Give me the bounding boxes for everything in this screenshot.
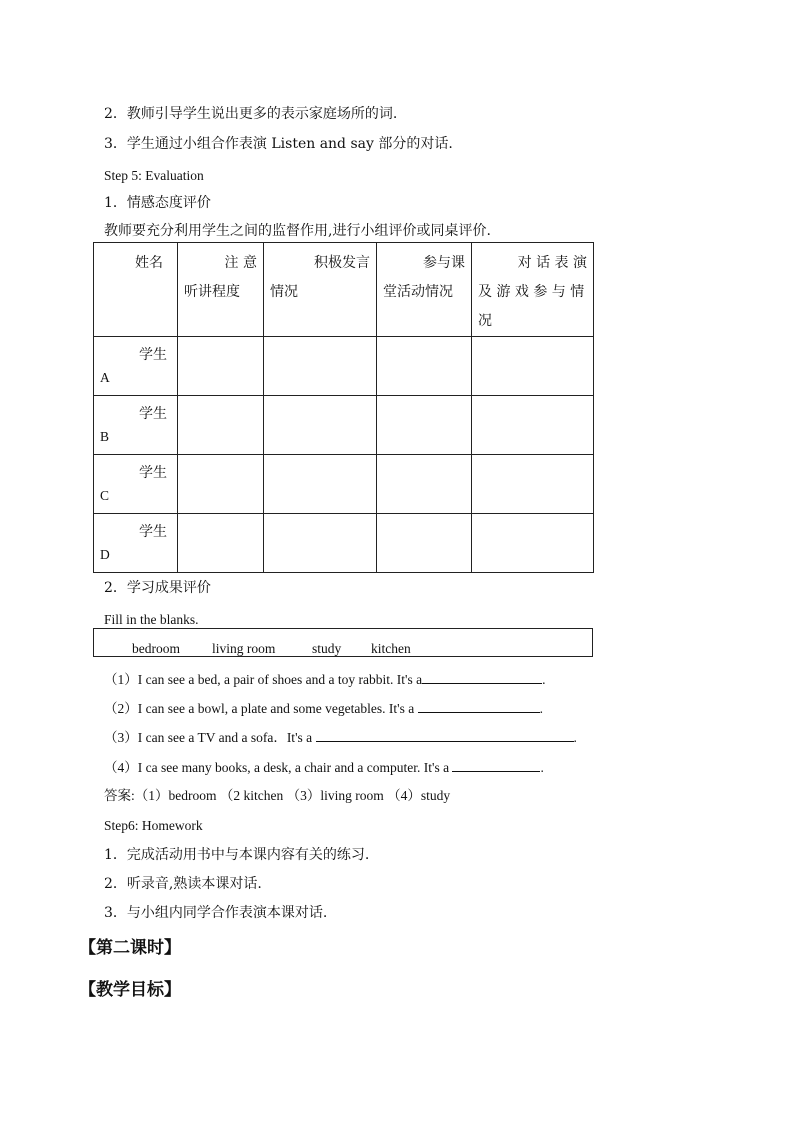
word-study: study <box>312 641 342 656</box>
score-cell <box>377 514 472 573</box>
score-cell <box>264 514 377 573</box>
score-cell <box>472 337 594 396</box>
table-row <box>94 514 594 573</box>
step6-title: Step6: Homework <box>104 818 203 833</box>
student-cell: 学生 B <box>94 396 178 455</box>
answer-blank <box>316 727 574 742</box>
answer-blank <box>418 698 540 713</box>
line-group-perform: 3．学生通过小组合作表演 Listen and say 部分的对话. <box>104 136 453 152</box>
header-attention: 注 意 听讲程度 <box>178 243 264 337</box>
score-cell <box>178 514 264 573</box>
word-bank-box <box>93 628 593 657</box>
heading-teaching-goals: 【教学目标】 <box>79 980 181 1000</box>
answer-blank <box>452 757 540 772</box>
heading-second-lesson: 【第二课时】 <box>79 938 181 958</box>
score-cell <box>472 455 594 514</box>
word-bedroom: bedroom <box>132 641 180 656</box>
line-supervision: 教师要充分利用学生之间的监督作用,进行小组评价或同桌评价. <box>104 223 491 239</box>
score-cell <box>264 455 377 514</box>
homework-item-1: 1．完成活动用书中与本课内容有关的练习. <box>104 847 370 863</box>
student-cell: 学生 A <box>94 337 178 396</box>
student-cell: 学生 D <box>94 514 178 573</box>
score-cell <box>377 396 472 455</box>
step5-title: Step 5: Evaluation <box>104 168 204 183</box>
question-1: （1）I can see a bed, a pair of shoes and a toy rabbit. It's a . <box>104 669 545 690</box>
header-performance: 对 话 表 演 及 游 戏 参 与 情 况 <box>472 243 594 337</box>
header-speaking: 积极发言 情况 <box>264 243 377 337</box>
fill-instruction: Fill in the blanks. <box>104 612 199 627</box>
header-name: 姓名 <box>94 243 178 337</box>
line-outcome-eval: 2．学习成果评价 <box>104 580 211 596</box>
evaluation-table <box>93 242 594 573</box>
table-row <box>94 455 594 514</box>
question-3: （3）I can see a TV and a sofa．It's a . <box>104 727 577 748</box>
score-cell <box>178 396 264 455</box>
score-cell <box>472 514 594 573</box>
table-row <box>94 337 594 396</box>
score-cell <box>264 337 377 396</box>
table-row <box>94 396 594 455</box>
score-cell <box>377 337 472 396</box>
answer-key: 答案:（1）bedroom （2 kitchen （3）living room （4）study <box>104 788 451 803</box>
answer-blank <box>422 669 542 684</box>
header-participation: 参与课 堂活动情况 <box>377 243 472 337</box>
score-cell <box>472 396 594 455</box>
table-header-row <box>94 243 594 337</box>
line-teacher-guide: 2．教师引导学生说出更多的表示家庭场所的词. <box>104 106 398 122</box>
question-4: （4）I ca see many books, a desk, a chair and a computer. It's a . <box>104 757 544 778</box>
line-attitude-eval: 1．情感态度评价 <box>104 195 211 211</box>
score-cell <box>264 396 377 455</box>
score-cell <box>178 455 264 514</box>
word-kitchen: kitchen <box>371 641 411 656</box>
homework-item-2: 2．听录音,熟读本课对话. <box>104 876 262 892</box>
student-cell: 学生 C <box>94 455 178 514</box>
score-cell <box>178 337 264 396</box>
word-living-room: living room <box>212 641 276 656</box>
homework-item-3: 3．与小组内同学合作表演本课对话. <box>104 905 328 921</box>
score-cell <box>377 455 472 514</box>
question-2: （2）I can see a bowl, a plate and some vegetables. It's a . <box>104 698 543 719</box>
